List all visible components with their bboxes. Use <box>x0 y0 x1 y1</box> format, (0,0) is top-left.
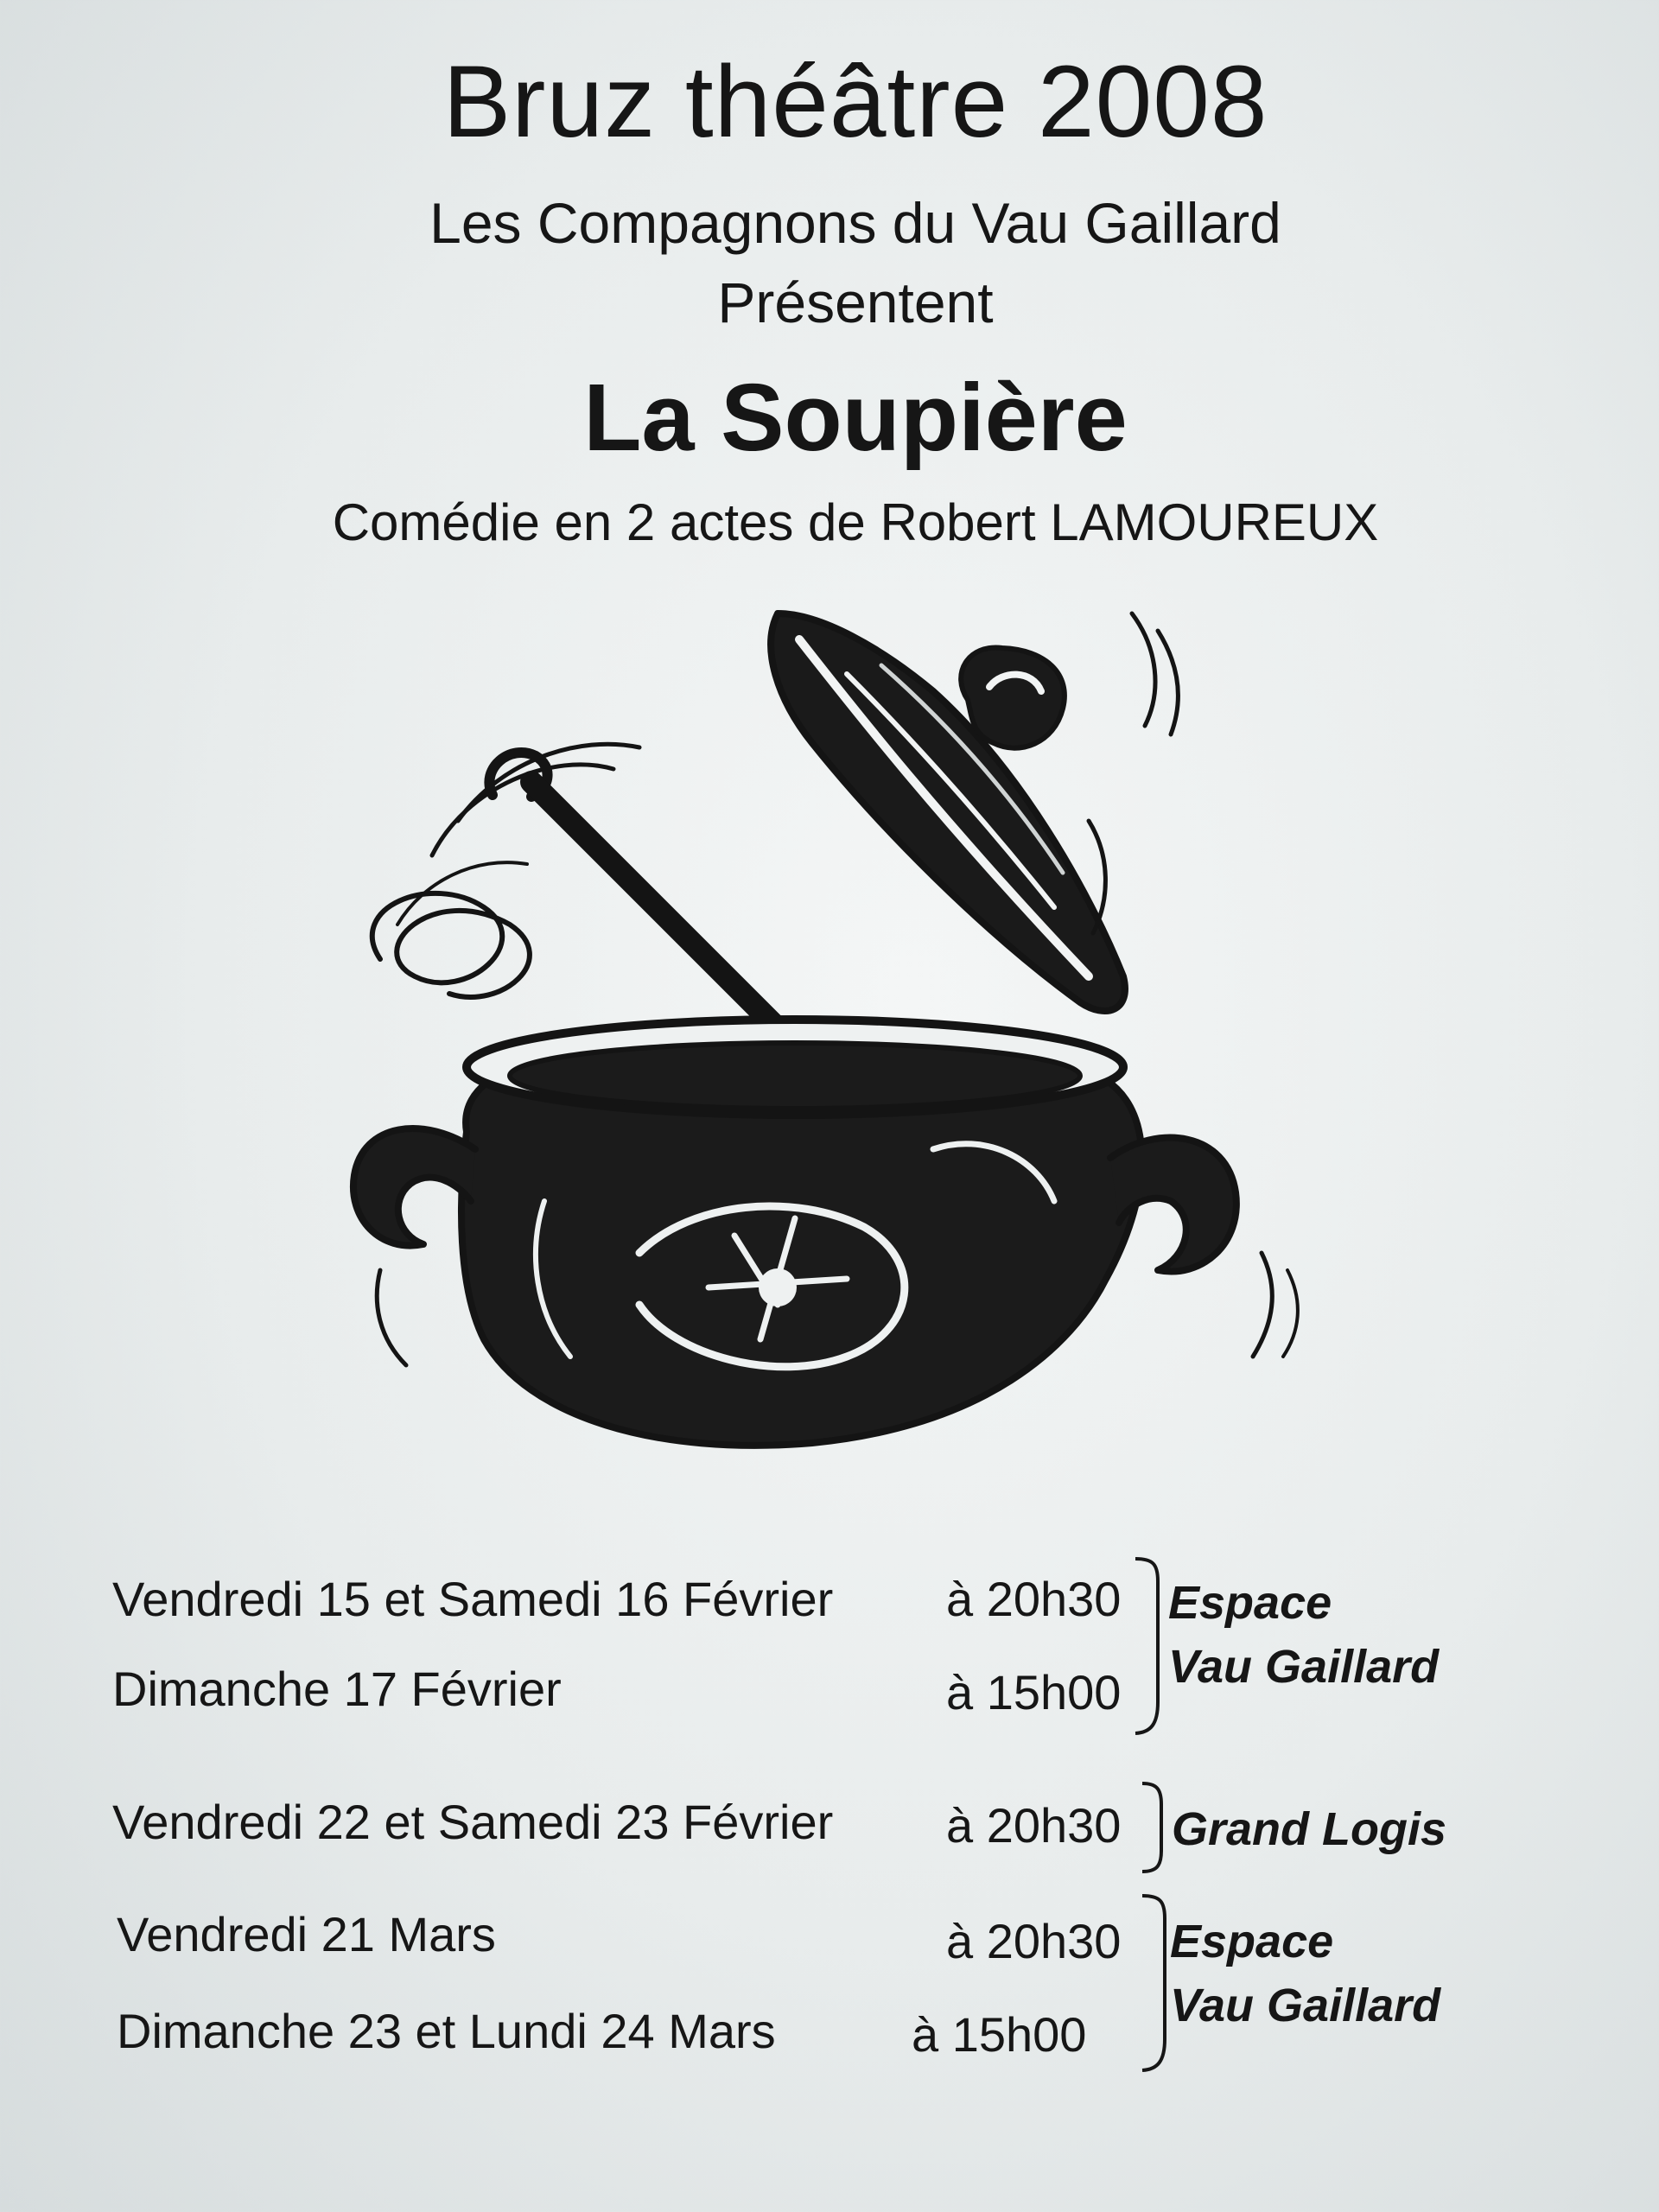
venue-line: Grand Logis <box>1172 1803 1447 1855</box>
schedule-time: à 20h30 <box>946 1914 1122 1968</box>
play-subtitle: Comédie en 2 actes de Robert LAMOUREUX <box>332 493 1379 551</box>
presents-label: Présentent <box>717 270 994 334</box>
bracket-icon <box>1139 1892 1173 2074</box>
venue-line: Espace <box>1168 1577 1332 1629</box>
schedule-time: à 15h00 <box>946 1665 1122 1719</box>
schedule-date: Vendredi 21 Mars <box>117 1907 496 1961</box>
schedule-time: à 15h00 <box>912 2007 1087 2062</box>
schedule-date: Vendredi 22 et Samedi 23 Février <box>112 1795 834 1849</box>
poster-title: Bruz théâtre 2008 <box>442 45 1268 159</box>
venue-line: Espace <box>1170 1916 1334 1967</box>
venue-label <box>1168 1571 1439 1699</box>
bracket-icon <box>1139 1780 1173 1875</box>
play-title: La Soupière <box>583 365 1128 471</box>
venue-line: Vau Gaillard <box>1170 1980 1441 2031</box>
bracket-icon <box>1132 1555 1166 1737</box>
schedule-date: Dimanche 17 Février <box>112 1662 562 1716</box>
schedule-date: Dimanche 23 et Lundi 24 Mars <box>117 2004 776 2058</box>
troupe-name: Les Compagnons du Vau Gaillard <box>429 191 1281 255</box>
venue-label <box>1172 1797 1446 1861</box>
schedule-time: à 20h30 <box>946 1798 1122 1853</box>
schedule-time: à 20h30 <box>946 1572 1122 1626</box>
soup-tureen-icon <box>328 596 1348 1529</box>
venue-label <box>1170 1910 1440 2037</box>
schedule-date: Vendredi 15 et Samedi 16 Février <box>112 1572 834 1626</box>
venue-line: Vau Gaillard <box>1168 1641 1440 1693</box>
